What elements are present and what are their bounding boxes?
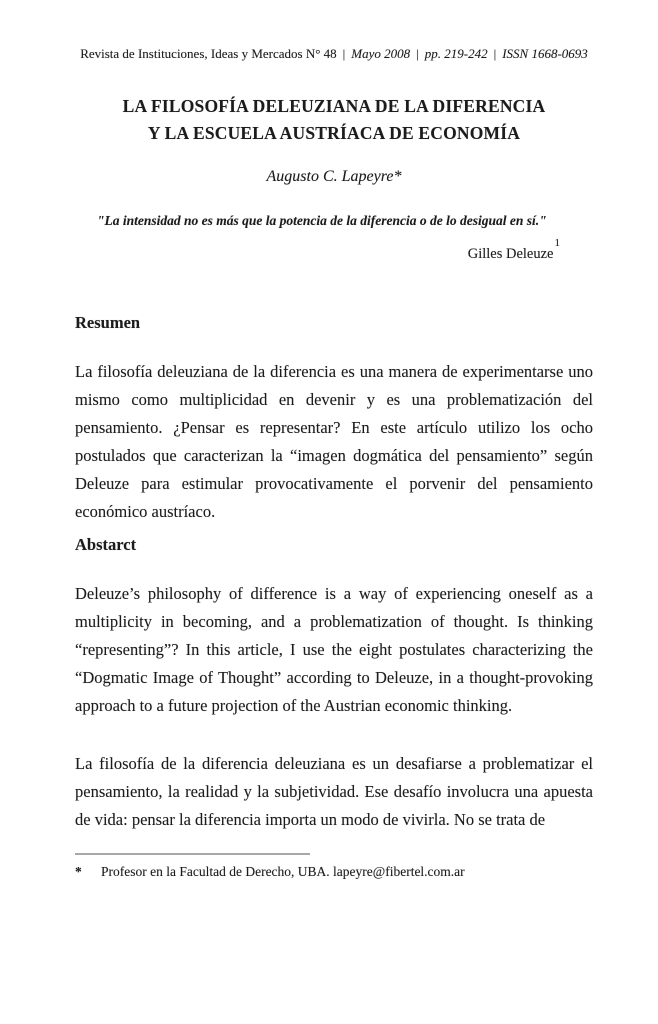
author-line <box>75 167 593 187</box>
footnote <box>75 863 593 880</box>
abstract-heading: Abstarct <box>75 534 137 554</box>
footnote-marker: * <box>75 864 82 879</box>
author-name: Augusto C. Lapeyre <box>266 168 394 185</box>
resumen-paragraph: La filosofía deleuziana de la diferencia es una manera de experimentarse uno mismo como multiplicidad en devenir y es una problematización del pensamiento. ¿Pensar es representar? En este artículo utilizo los ocho postulados que caracterizan la “imagen dogmática del pensamiento” según Deleuze para estimular provocativamente el porvenir del pensamiento económico austríaco. <box>75 361 593 521</box>
article-title-line-2: Y LA ESCUELA AUSTRÍACA DE ECONOMÍA <box>147 123 521 143</box>
journal-issn: ISSN 1668-0693 <box>502 46 588 61</box>
journal-header-line <box>75 46 593 61</box>
journal-issue-date: Mayo 2008 <box>351 46 411 61</box>
footnote-divider-rule <box>75 853 310 855</box>
epigraph-attribution <box>75 237 593 263</box>
journal-page-range: pp. 219-242 <box>424 46 488 61</box>
epigraph-quote: "La intensidad no es más que la potencia de la diferencia o de lo desigual en sí." <box>97 213 547 228</box>
separator-bar: | <box>416 46 419 61</box>
separator-bar: | <box>493 46 497 61</box>
footnote-text: Profesor en la Facultad de Derecho, UBA. lapeyre@fibertel.com.ar <box>101 864 465 879</box>
separator-bar: | <box>342 46 346 61</box>
article-title <box>75 93 593 147</box>
resumen-heading: Resumen <box>75 312 141 332</box>
footnote-ref-1: 1 <box>554 237 560 249</box>
author-footnote-marker: * <box>393 168 402 185</box>
article-title-line-1: LA FILOSOFÍA DELEUZIANA DE LA DIFERENCIA <box>122 96 546 116</box>
abstract-paragraph: Deleuze’s philosophy of difference is a way of experiencing oneself as a multiplicity in becoming, and a problematization of thought. Is thinking “representing”? In this article, I use the eight postulates characterizing the “Dogmatic Image of Thought” according to Deleuze, in a thought-provoking approach to a future projection of the Austrian economic thinking. <box>75 583 593 715</box>
footnote-block <box>75 853 593 880</box>
attribution-name: Gilles Deleuze <box>467 245 554 262</box>
intro-paragraph: La filosofía de la diferencia deleuziana es un desafiarse a problematizar el pensamiento, la realidad y la subjetividad. Ese desafío involucra una apuesta de vida: pensar la diferencia importa un modo de vivirla. No se trata de <box>75 753 593 829</box>
journal-name: Revista de Instituciones, Ideas y Mercados N° 48 <box>80 46 337 61</box>
